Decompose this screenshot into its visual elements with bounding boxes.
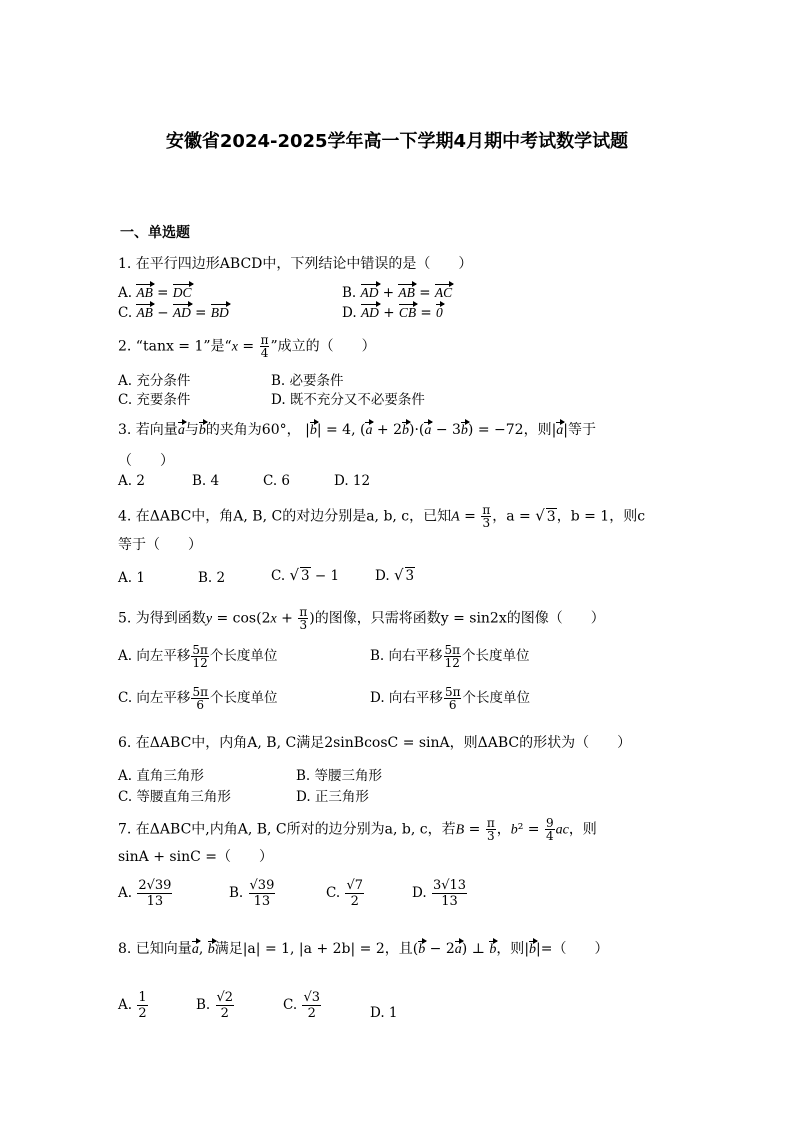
q7-option-c: C. $\frac{√7}{2}$ (326, 878, 363, 909)
q7-option-d: D. $\frac{3√13}{13}$ (412, 878, 467, 909)
q6-option-c: C. 等腰直角三角形 (118, 789, 231, 805)
section-heading: 一、单选题 (120, 225, 190, 241)
q3-option-a: A. 2 (118, 473, 145, 489)
question-3-stem: 3. 若向量a与b的夹角为60°， |b| = 4, (a + 2b)·(a − 3b) = −72，则|a|等于 (118, 422, 597, 438)
q1-option-c: C. AB − AD = BD (118, 305, 229, 321)
q1-option-b: B. AD + AB = AC (342, 285, 453, 301)
q4-option-b: B. 2 (198, 570, 226, 586)
question-5-stem: 5. 为得到函数y = cos(2x + $\frac{\pi}{3}$ )的图像，只需将函数y = sin2x的图像（ ） (118, 605, 605, 632)
q1-option-a: A. AB = DC (118, 285, 192, 301)
q2-option-a: A. 充分条件 (118, 373, 191, 389)
q5-option-a: A. 向左平移 $\frac{5\pi}{12}$ 个长度单位 (118, 643, 278, 670)
question-7-stem: 7. 在ΔABC中,内角A, B, C所对的边分别为a, b, c，若B = $\frac{\pi}{3}$ ，b² = $\frac{9}{4}$ ac，则 (118, 816, 597, 843)
q2-option-c: C. 充要条件 (118, 392, 191, 408)
q3-option-c: C. 6 (263, 473, 291, 489)
question-4-stem-cont: 等于（ ） (118, 537, 202, 553)
question-2-stem: 2. “tanx = 1”是“x = $\frac{\pi}{4}$ ”成立的（ ） (118, 333, 376, 360)
q2-option-d: D. 既不充分又不必要条件 (271, 392, 425, 408)
q1-option-d: D. AD + CB = 0 (342, 305, 443, 321)
question-8-stem: 8. 已知向量a, b满足|a| = 1, |a + 2b| = 2，且(b − 2a) ⊥ b，则|b|=（ ） (118, 941, 609, 957)
q7-option-b: B. $\frac{√39}{13}$ (229, 878, 275, 909)
question-6-stem: 6. 在ΔABC中，内角A, B, C满足2sinBcosC = sinA，则ΔABC的形状为（ ） (118, 735, 632, 751)
q8-option-d: D. 1 (370, 1005, 398, 1021)
q3-option-b: B. 4 (192, 473, 220, 489)
page-title: 安徽省2024-2025学年高一下学期4月期中考试数学试题 (165, 131, 629, 152)
q4-option-c: C. √ 3 − 1 (271, 566, 340, 584)
q6-option-b: B. 等腰三角形 (296, 768, 383, 784)
q5-option-d: D. 向右平移 $\frac{5\pi}{6}$ 个长度单位 (370, 685, 530, 712)
q2-option-b: B. 必要条件 (271, 373, 344, 389)
q3-option-d: D. 12 (334, 473, 371, 489)
q8-option-a: A. $\frac{1}{2}$ (118, 990, 147, 1021)
q4-option-a: A. 1 (118, 570, 145, 586)
q8-option-b: B. $\frac{√2}{2}$ (196, 990, 234, 1021)
q5-option-b: B. 向右平移 $\frac{5\pi}{12}$ 个长度单位 (370, 643, 530, 670)
q5-option-c: C. 向左平移 $\frac{5\pi}{6}$ 个长度单位 (118, 685, 278, 712)
question-7-stem-cont: sinA + sinC =（ ） (118, 849, 273, 865)
q8-option-c: C. $\frac{√3}{2}$ (283, 990, 320, 1021)
q7-option-a: A. $\frac{2√39}{13}$ (118, 878, 172, 909)
q4-option-d: D. √ 3 (375, 566, 415, 584)
question-4-stem: 4. 在ΔABC中，角A, B, C的对边分别是a, b, c，已知A = $\frac{\pi}{3}$ ，a = √ 3，b = 1，则c (118, 503, 646, 530)
q6-option-d: D. 正三角形 (296, 789, 369, 805)
question-1-stem: 1. 在平行四边形ABCD中，下列结论中错误的是（ ） (118, 256, 473, 272)
question-3-paren: （ ） (118, 453, 174, 469)
q6-option-a: A. 直角三角形 (118, 768, 204, 784)
